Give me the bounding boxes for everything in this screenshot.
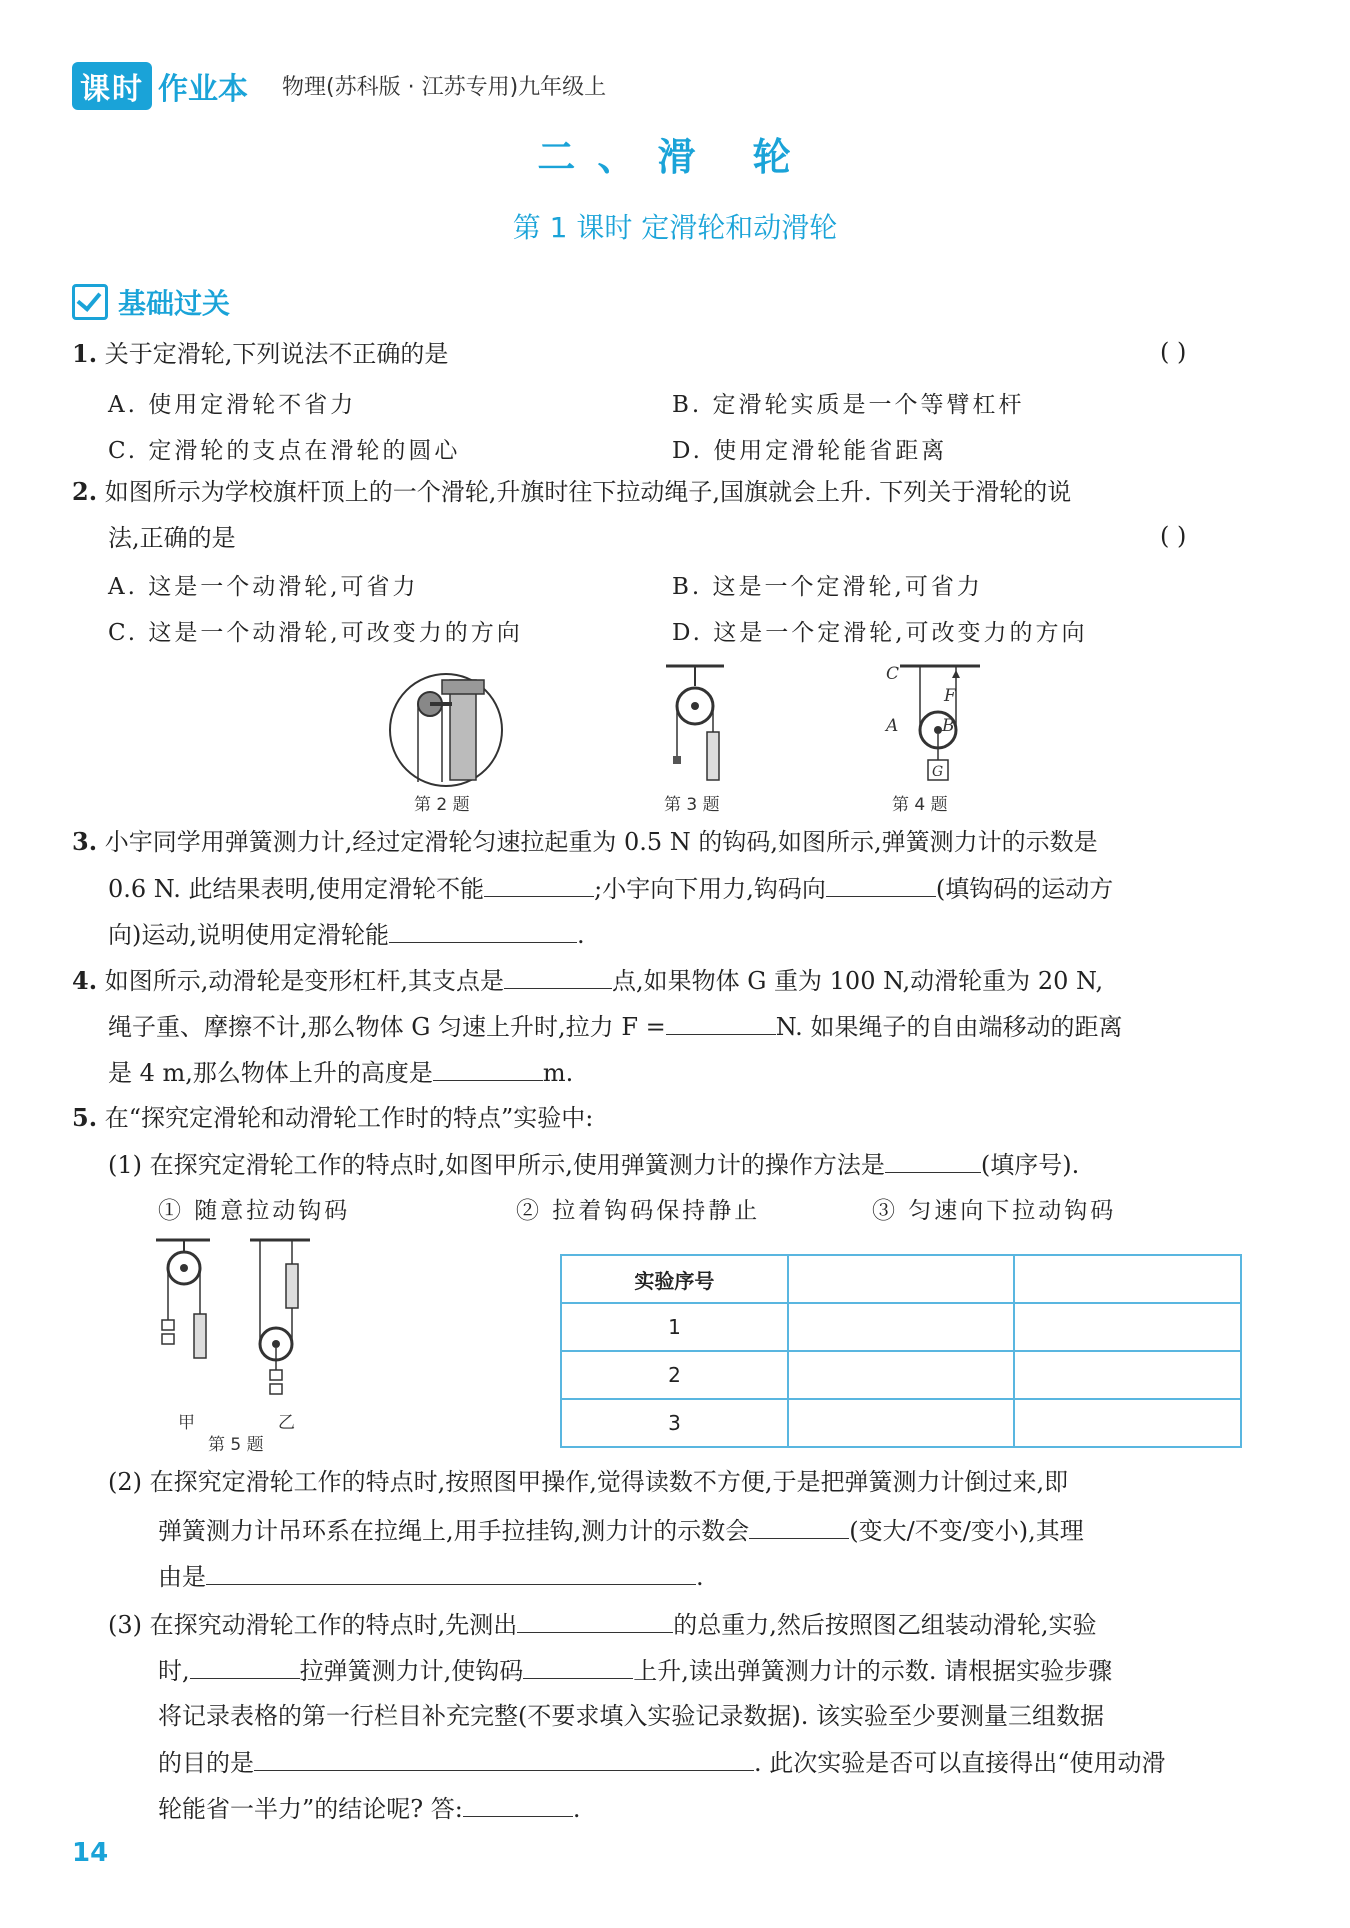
- q5-part3-j: .: [572, 1795, 581, 1823]
- q2-number: 2.: [72, 477, 98, 506]
- table-row: [561, 1399, 1241, 1447]
- q3-text-1: 小宇同学用弹簧测力计,经过定滑轮匀速拉起重为 0.5 N 的钩码,如图所示,弹簧测力计的示数是: [104, 828, 1098, 856]
- q2-stem-line2: 法,正确的是: [108, 524, 236, 552]
- q5-number: 5.: [72, 1103, 98, 1132]
- fig4-label-c: C: [886, 664, 900, 684]
- q5-part3-line3: 将记录表格的第一行栏目补充完整(不要求填入实验记录数据). 该实验至少要测量三组数据: [158, 1702, 1104, 1730]
- q2-option-d: D. 这是一个定滑轮,可改变力的方向: [672, 620, 1088, 646]
- q3-text-3b: .: [577, 921, 585, 949]
- table-cell-empty[interactable]: [788, 1255, 1015, 1303]
- q1-option-a: A. 使用定滑轮不省力: [108, 392, 357, 418]
- table-cell-empty[interactable]: [1014, 1399, 1241, 1447]
- q1-answer-paren[interactable]: ( ): [1160, 338, 1187, 366]
- table-cell-empty[interactable]: [788, 1303, 1015, 1351]
- q3-text-2b: ;小宇向下用力,钩码向: [594, 875, 826, 903]
- q5-part1-a: (1) 在探究定滑轮工作的特点时,如图甲所示,使用弹簧测力计的操作方法是: [108, 1151, 885, 1179]
- header-subject: 物理(苏科版 · 江苏专用)九年级上: [282, 75, 607, 100]
- q5-part3-h: . 此次实验是否可以直接得出“使用动滑: [754, 1749, 1166, 1777]
- fig5-label-jia: 甲: [178, 1413, 195, 1433]
- q2-text-1: 如图所示为学校旗杆顶上的一个滑轮,升旗时往下拉动绳子,国旗就会上升. 下列关于滑轮的说: [104, 478, 1072, 506]
- q4-line1: [72, 964, 1103, 997]
- section-heading: [72, 282, 230, 322]
- q5-part3-c: 时,: [158, 1657, 190, 1685]
- page-title: 二、滑 轮: [537, 135, 813, 179]
- q4-blank-3[interactable]: [433, 1056, 543, 1081]
- q5-blank-4[interactable]: [517, 1608, 673, 1633]
- table-cell-empty[interactable]: [788, 1399, 1015, 1447]
- fig4-label-g: G: [932, 764, 944, 780]
- q1-option-c: C. 定滑轮的支点在滑轮的圆心: [108, 438, 461, 464]
- q5-part3-i: 轮能省一半力”的结论呢? 答:: [158, 1795, 463, 1823]
- q1-stem: [72, 338, 448, 370]
- q3-blank-1[interactable]: [484, 872, 594, 897]
- fig2-caption: 第 2 题: [414, 795, 470, 815]
- table-row-number: 3: [561, 1399, 788, 1447]
- q4-text-2b: N. 如果绳子的自由端移动的距离: [775, 1013, 1123, 1041]
- q5-blank-1[interactable]: [885, 1148, 981, 1173]
- q5-blank-5[interactable]: [190, 1654, 300, 1679]
- q5-part1: [108, 1148, 1079, 1181]
- q5-part3-b: 的总重力,然后按照图乙组装动滑轮,实验: [673, 1611, 1097, 1639]
- q4-line3: [108, 1056, 573, 1089]
- q5-blank-7[interactable]: [254, 1746, 754, 1771]
- q1-option-b: B. 定滑轮实质是一个等臂杠杆: [672, 392, 1025, 418]
- fig4-label-f: F: [944, 686, 956, 706]
- q1-option-d: D. 使用定滑轮能省距离: [672, 438, 948, 464]
- q3-number: 3.: [72, 827, 98, 856]
- q5-blank-3[interactable]: [206, 1560, 696, 1585]
- table-cell-empty[interactable]: [788, 1351, 1015, 1399]
- logo-box: 课时: [72, 62, 152, 110]
- lesson-subtitle: 第 1 课时 定滑轮和动滑轮: [512, 211, 838, 244]
- table-cell-empty[interactable]: [1014, 1303, 1241, 1351]
- q5-text: 在“探究定滑轮和动滑轮工作时的特点”实验中:: [104, 1104, 594, 1132]
- q4-text-2a: 绳子重、摩擦不计,那么物体 G 匀速上升时,拉力 F =: [108, 1013, 666, 1041]
- fig3-fixed-pulley: [660, 660, 730, 790]
- q5-part3-e: 上升,读出弹簧测力计的示数. 请根据实验步骤: [633, 1657, 1113, 1685]
- q5-option-2: ② 拉着钩码保持静止: [516, 1198, 761, 1224]
- q3-blank-3[interactable]: [389, 918, 577, 943]
- q2-option-b: B. 这是一个定滑轮,可省力: [672, 574, 983, 600]
- q5-part2-c: (变大/不变/变小),其理: [849, 1517, 1084, 1545]
- q5-part3-line1: [108, 1608, 1097, 1641]
- q4-line2: [108, 1010, 1122, 1043]
- q5-option-1: ① 随意拉动钩码: [158, 1198, 351, 1224]
- q5-part2-line2: [158, 1514, 1084, 1547]
- q4-text-3b: m.: [542, 1059, 574, 1087]
- q3-text-2c: (填钩码的运动方: [935, 875, 1114, 903]
- fig4-label-a: A: [886, 716, 899, 736]
- fig3-caption: 第 3 题: [664, 795, 720, 815]
- q4-text-1a: 如图所示,动滑轮是变形杠杆,其支点是: [104, 967, 504, 995]
- fig5-label-yi: 乙: [278, 1413, 295, 1433]
- q2-option-a: A. 这是一个动滑轮,可省力: [108, 574, 419, 600]
- q4-text-1b: 点,如果物体 G 重为 100 N,动滑轮重为 20 N,: [611, 967, 1104, 995]
- q3-line2: [108, 872, 1113, 905]
- table-cell-empty[interactable]: [1014, 1351, 1241, 1399]
- q5-part2-b: 弹簧测力计吊环系在拉绳上,用手拉挂钩,测力计的示数会: [158, 1517, 750, 1545]
- q5-part3-line5: [158, 1792, 581, 1825]
- q5-part2-line3: [158, 1560, 704, 1593]
- table-row: [561, 1255, 1241, 1303]
- table-header-cell: 实验序号: [561, 1255, 788, 1303]
- q4-text-3a: 是 4 m,那么物体上升的高度是: [108, 1059, 433, 1087]
- fig4-label-b: B: [942, 716, 955, 736]
- section-label: 基础过关: [118, 287, 231, 320]
- q4-blank-2[interactable]: [666, 1010, 776, 1035]
- table-row-number: 1: [561, 1303, 788, 1351]
- page-number: 14: [72, 1838, 109, 1868]
- q5-part3-d: 拉弹簧测力计,使钩码: [299, 1657, 524, 1685]
- table-row: [561, 1351, 1241, 1399]
- header-logo: [72, 62, 248, 110]
- table-row: [561, 1303, 1241, 1351]
- q3-text-2a: 0.6 N. 此结果表明,使用定滑轮不能: [108, 875, 485, 903]
- q5-part2-d: 由是: [158, 1563, 206, 1591]
- fig5-pulley-setups: [150, 1234, 350, 1404]
- q5-part3-line4: [158, 1746, 1166, 1779]
- q2-stem-line1: [72, 476, 1071, 508]
- record-table: [560, 1254, 1242, 1448]
- fig4-caption: 第 4 题: [892, 795, 948, 815]
- q2-option-c: C. 这是一个动滑轮,可改变力的方向: [108, 620, 523, 646]
- fig5-caption: 第 5 题: [208, 1435, 264, 1455]
- q5-part3-g: 的目的是: [158, 1749, 254, 1777]
- q1-number: 1.: [72, 339, 98, 368]
- q5-option-3: ③ 匀速向下拉动钩码: [872, 1198, 1117, 1224]
- table-cell-empty[interactable]: [1014, 1255, 1241, 1303]
- q3-line1: [72, 826, 1098, 858]
- q5-blank-2[interactable]: [749, 1514, 849, 1539]
- q3-blank-2[interactable]: [826, 872, 936, 897]
- checkbox-icon: [72, 284, 108, 320]
- q4-number: 4.: [72, 966, 98, 995]
- logo-text: 作业本: [158, 72, 248, 107]
- q5-blank-8[interactable]: [463, 1792, 573, 1817]
- q2-answer-paren[interactable]: ( ): [1160, 522, 1187, 550]
- table-row-number: 2: [561, 1351, 788, 1399]
- q1-text: 关于定滑轮,下列说法不正确的是: [104, 340, 449, 368]
- q5-part1-b: (填序号).: [980, 1151, 1080, 1179]
- q5-blank-6[interactable]: [523, 1654, 633, 1679]
- q3-line3: [108, 918, 585, 951]
- q5-part3-a: (3) 在探究动滑轮工作的特点时,先测出: [108, 1611, 518, 1639]
- q5-part3-line2: [158, 1654, 1112, 1687]
- q3-text-3a: 向)运动,说明使用定滑轮能: [108, 921, 389, 949]
- q5-part2-e: .: [696, 1563, 704, 1591]
- q5-stem: [72, 1102, 593, 1134]
- q4-blank-1[interactable]: [504, 964, 612, 989]
- q5-part2-line1: (2) 在探究定滑轮工作的特点时,按照图甲操作,觉得读数不方便,于是把弹簧测力计倒过来,即: [108, 1468, 1069, 1496]
